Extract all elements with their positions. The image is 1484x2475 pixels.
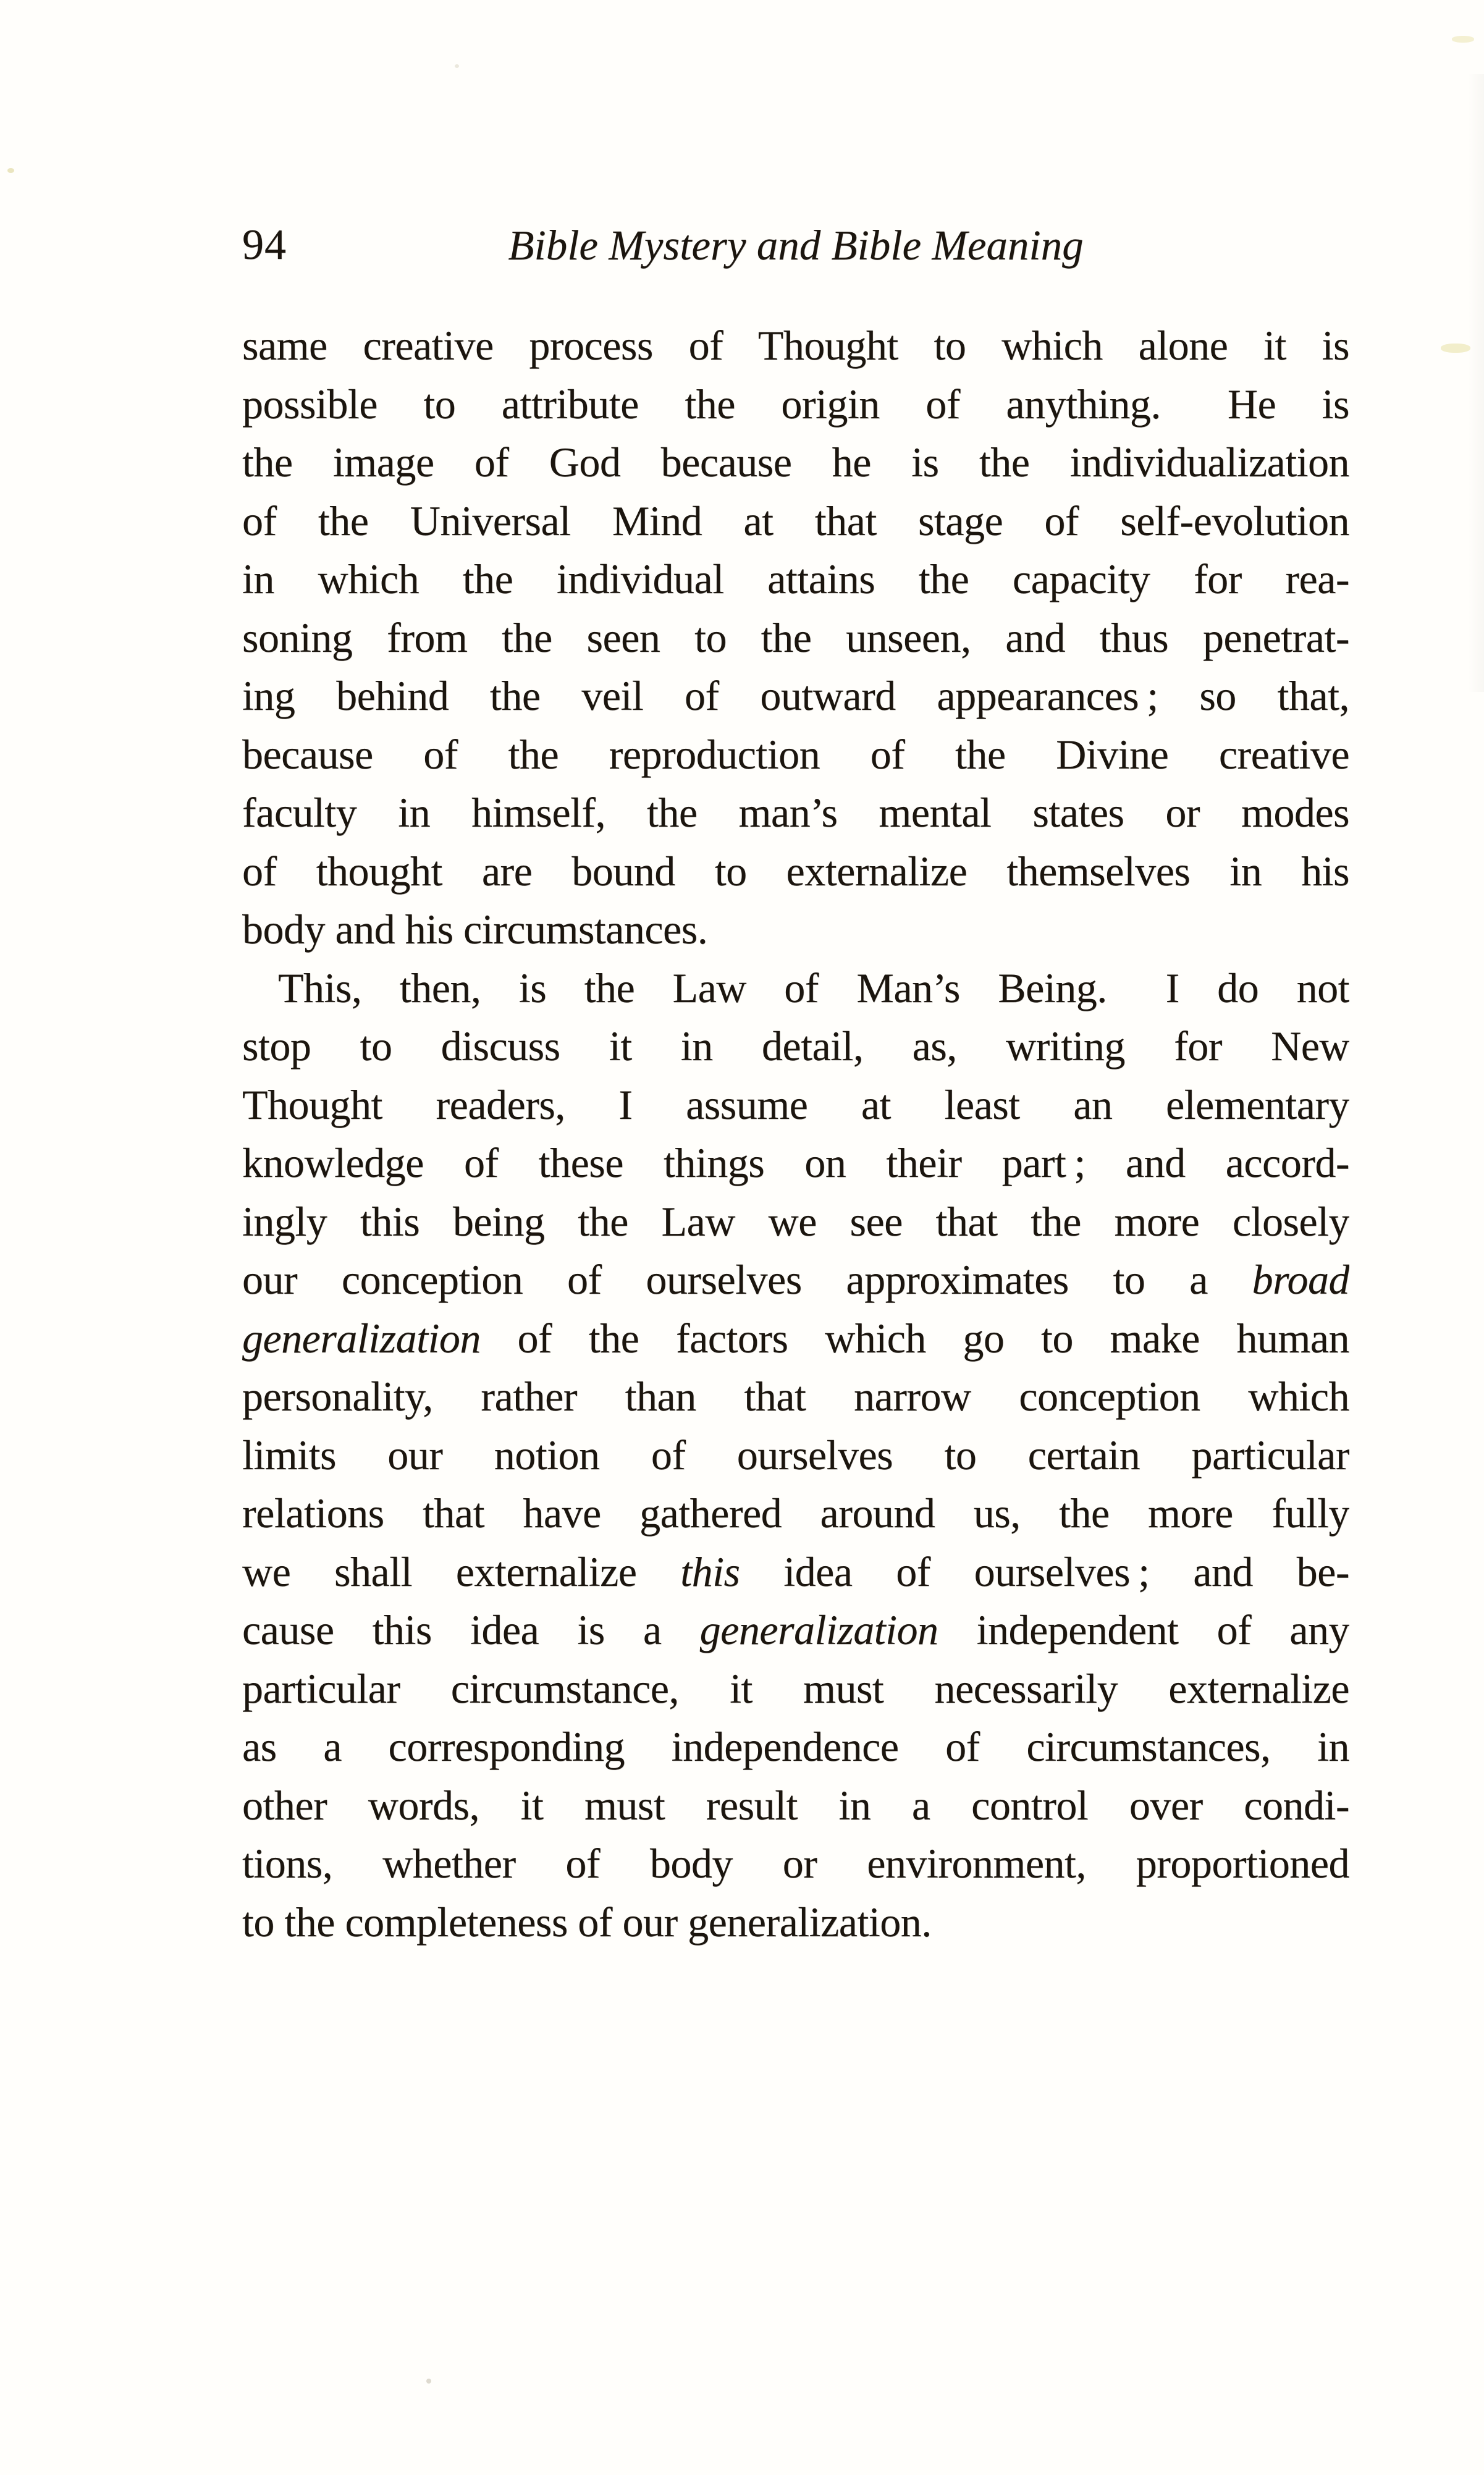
- text-line: [242, 1134, 1349, 1192]
- text-line: [242, 1426, 1349, 1485]
- scan-speck: [7, 168, 14, 173]
- text-line: [242, 609, 1349, 667]
- page-edge-shadow: [1468, 74, 1484, 692]
- text-line: [242, 375, 1349, 434]
- paragraph: [242, 316, 1349, 959]
- text-segment: broad: [1252, 1256, 1349, 1303]
- text-line: [242, 492, 1349, 550]
- text-segment: relations that have gathered around us, the more fully: [242, 1490, 1349, 1537]
- text-segment: ing behind the veil of outward appearances ; so that,: [242, 672, 1349, 719]
- text-line: [242, 1893, 1349, 1952]
- text-segment: same creative process of Thought to which alone it is: [242, 322, 1349, 369]
- text-line: [242, 900, 1349, 959]
- text-segment: particular circumstance, it must necessarily externalize: [242, 1664, 1349, 1712]
- text-line: [242, 725, 1349, 784]
- running-header: [242, 216, 1349, 274]
- text-line: [242, 1776, 1349, 1835]
- text-segment: limits our notion of ourselves to certain particular: [242, 1431, 1349, 1478]
- text-segment: of thought are bound to externalize themselves in his: [242, 847, 1349, 895]
- text-line: [242, 1484, 1349, 1543]
- text-line: [242, 959, 1349, 1018]
- text-line: [242, 1543, 1349, 1601]
- text-line: [242, 1192, 1349, 1251]
- text-line: [242, 316, 1349, 375]
- text-segment: in which the individual attains the capacity for rea-: [242, 555, 1349, 602]
- text-segment: other words, it must result in a control over condi-: [242, 1781, 1349, 1829]
- scan-speck: [1441, 344, 1470, 353]
- text-line: [242, 842, 1349, 901]
- text-segment: because of the reproduction of the Divine creative: [242, 730, 1349, 778]
- text-segment: idea of ourselves ; and be-: [740, 1548, 1349, 1595]
- scan-speck: [426, 2379, 431, 2384]
- text-line: [242, 433, 1349, 492]
- text-segment: stop to discuss it in detail, as, writing for New: [242, 1022, 1349, 1069]
- text-line: [242, 1076, 1349, 1134]
- text-segment: this: [680, 1548, 740, 1595]
- text-line: [242, 783, 1349, 842]
- text-line: [242, 550, 1349, 609]
- page-number: 94: [242, 221, 287, 269]
- text-segment: tions, whether of body or environment, proportioned: [242, 1840, 1349, 1887]
- text-segment: the image of God because he is the individualization: [242, 439, 1349, 486]
- text-segment: personality, rather than that narrow conception which: [242, 1373, 1349, 1420]
- text-segment: of the factors which go to make human: [480, 1314, 1349, 1362]
- text-segment: This, then, is the Law of Man’s Being. I do not: [278, 964, 1349, 1011]
- text-segment: as a corresponding independence of circumstances, in: [242, 1723, 1349, 1770]
- text-segment: ingly this being the Law we see that the more closely: [242, 1197, 1349, 1245]
- text-segment: possible to attribute the origin of anything. He is: [242, 380, 1349, 428]
- paragraph: [242, 959, 1349, 1952]
- text-line: [242, 1309, 1349, 1368]
- text-line: [242, 1017, 1349, 1076]
- text-line: [242, 1834, 1349, 1893]
- text-segment: generalization: [699, 1606, 938, 1653]
- scan-speck: [455, 64, 459, 68]
- text-segment: to the completeness of our generalization.: [242, 1898, 932, 1946]
- text-segment: Thought readers, I assume at least an elementary: [242, 1081, 1349, 1128]
- scan-speck: [1452, 36, 1474, 43]
- text-segment: faculty in himself, the man’s mental states or modes: [242, 789, 1349, 836]
- text-segment: soning from the seen to the unseen, and thus penetrat-: [242, 613, 1349, 661]
- text-segment: cause this idea is a: [242, 1606, 700, 1653]
- text-segment: generalization: [242, 1314, 481, 1362]
- text-block: [242, 316, 1349, 1951]
- text-line: [242, 1659, 1349, 1718]
- text-segment: our conception of ourselves approximates to a: [242, 1256, 1252, 1303]
- text-line: [242, 1601, 1349, 1659]
- text-segment: we shall externalize: [242, 1548, 681, 1595]
- text-segment: body and his circumstances.: [242, 906, 708, 953]
- text-segment: independent of any: [938, 1606, 1349, 1653]
- header-title: Bible Mystery and Bible Meaning: [508, 222, 1084, 269]
- text-segment: knowledge of these things on their part ; and accord-: [242, 1139, 1349, 1186]
- text-line: [242, 1250, 1349, 1309]
- text-line: [242, 1367, 1349, 1426]
- text-line: [242, 667, 1349, 725]
- text-segment: of the Universal Mind at that stage of self-evolution: [242, 497, 1349, 544]
- text-line: [242, 1718, 1349, 1776]
